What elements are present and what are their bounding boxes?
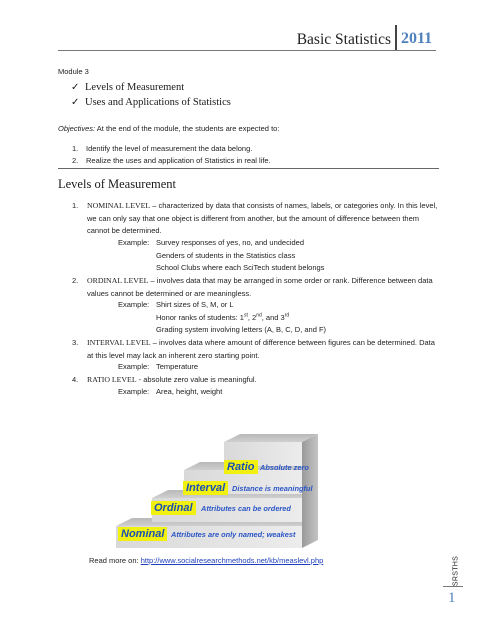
objectives-intro [58, 124, 279, 133]
topic-label: Uses and Applications of Statistics [85, 97, 231, 108]
example-text: Temperature [156, 362, 199, 371]
objective-item: 2. Realize the uses and application of Statistics in real life. [72, 156, 271, 165]
example-line: Genders of students in the Statistics class [156, 251, 296, 260]
objectives-label: Objectives: [58, 124, 96, 133]
level-number: 2. [72, 276, 79, 285]
level-item-ratio [72, 374, 440, 387]
example-text: Shirt sizes of S, M, or L [156, 300, 234, 309]
example-label: Example: [118, 238, 150, 247]
level-description: – involves data that may be arranged in some order or rank. Difference between data values cannot be determined or are meaningless. [87, 276, 433, 298]
objective-text: Identify the level of measurement the data belong. [86, 144, 253, 153]
level-name: NOMINAL LEVEL [87, 201, 151, 210]
objectives-text: At the end of the module, the students are expected to: [95, 124, 280, 133]
example-line: Grading system involving letters (A, B, C, D, and F) [156, 325, 327, 334]
page-number: 1 [448, 590, 456, 606]
stair-label-ordinal: Ordinal [151, 501, 196, 515]
example-line [118, 362, 198, 371]
document-title: Basic Statistics [296, 31, 391, 48]
topic-item [71, 82, 184, 93]
header-divider [395, 25, 397, 50]
example-text: Area, height, weight [156, 387, 223, 396]
level-description: – characterized by data that consists of names, labels, or categories only. In this level, we can only say that one object is different from another, but the amount of difference between them cannot be determined. [87, 201, 438, 236]
section-rule [58, 168, 439, 169]
level-number: 1. [72, 201, 79, 210]
level-description: – involves data where amount of difference between figures can be determined. Data at this level may lack an inherent zero starting point. [87, 338, 435, 360]
section-title: Levels of Measurement [58, 177, 177, 191]
example-label: Example: [118, 362, 150, 371]
document-year: 2011 [401, 30, 433, 47]
example-line: School Clubs where each SciTech student belongs [156, 263, 325, 272]
topic-item [71, 97, 231, 108]
school-tag-text: SRSTHS [452, 555, 460, 587]
school-tag [451, 556, 461, 586]
level-name: RATIO LEVEL [87, 375, 137, 384]
stair-label-ratio: Ratio [224, 460, 258, 474]
read-more [89, 556, 323, 565]
level-name: INTERVAL LEVEL [87, 338, 151, 347]
reference-link[interactable]: http://www.socialresearchmethods.net/kb/measlevl.php [140, 556, 324, 565]
example-label: Example: [118, 387, 150, 396]
level-item-ordinal [72, 275, 440, 300]
topic-label: Levels of Measurement [85, 82, 185, 93]
stair-desc-interval: Distance is meaningful [232, 484, 313, 493]
level-number: 3. [72, 338, 79, 347]
level-item-interval [72, 337, 440, 362]
level-item-nominal [72, 200, 440, 238]
example-text: Survey responses of yes, no, and undecided [156, 238, 305, 247]
example-line: Honor ranks of students: 1st, 2nd, and 3rd [156, 312, 290, 322]
stair-label-nominal: Nominal [118, 527, 167, 541]
stair-desc-ordinal: Attributes can be ordered [201, 504, 291, 513]
stair-desc-ratio: Absolute zero [260, 463, 309, 472]
example-label: Example: [118, 300, 150, 309]
checkmark-icon: ✓ [71, 97, 80, 108]
objective-text: Realize the uses and application of Statistics in real life. [86, 156, 271, 165]
read-more-label: Read more on: [89, 556, 141, 565]
checkmark-icon: ✓ [71, 82, 80, 93]
footer-rule [443, 586, 463, 587]
level-description: - absolute zero value is meaningful. [136, 375, 257, 384]
stair-desc-nominal: Attributes are only named; weakest [171, 530, 296, 539]
level-name: ORDINAL LEVEL [87, 276, 149, 285]
header-rule [58, 50, 436, 51]
level-number: 4. [72, 375, 79, 384]
example-line [118, 387, 222, 396]
stair-label-interval: Interval [183, 481, 228, 495]
module-label: Module 3 [58, 67, 89, 76]
objective-item: 1. Identify the level of measurement the data belong. [72, 144, 253, 153]
example-line [118, 238, 304, 247]
measurement-staircase [114, 430, 324, 555]
example-line [118, 300, 234, 309]
